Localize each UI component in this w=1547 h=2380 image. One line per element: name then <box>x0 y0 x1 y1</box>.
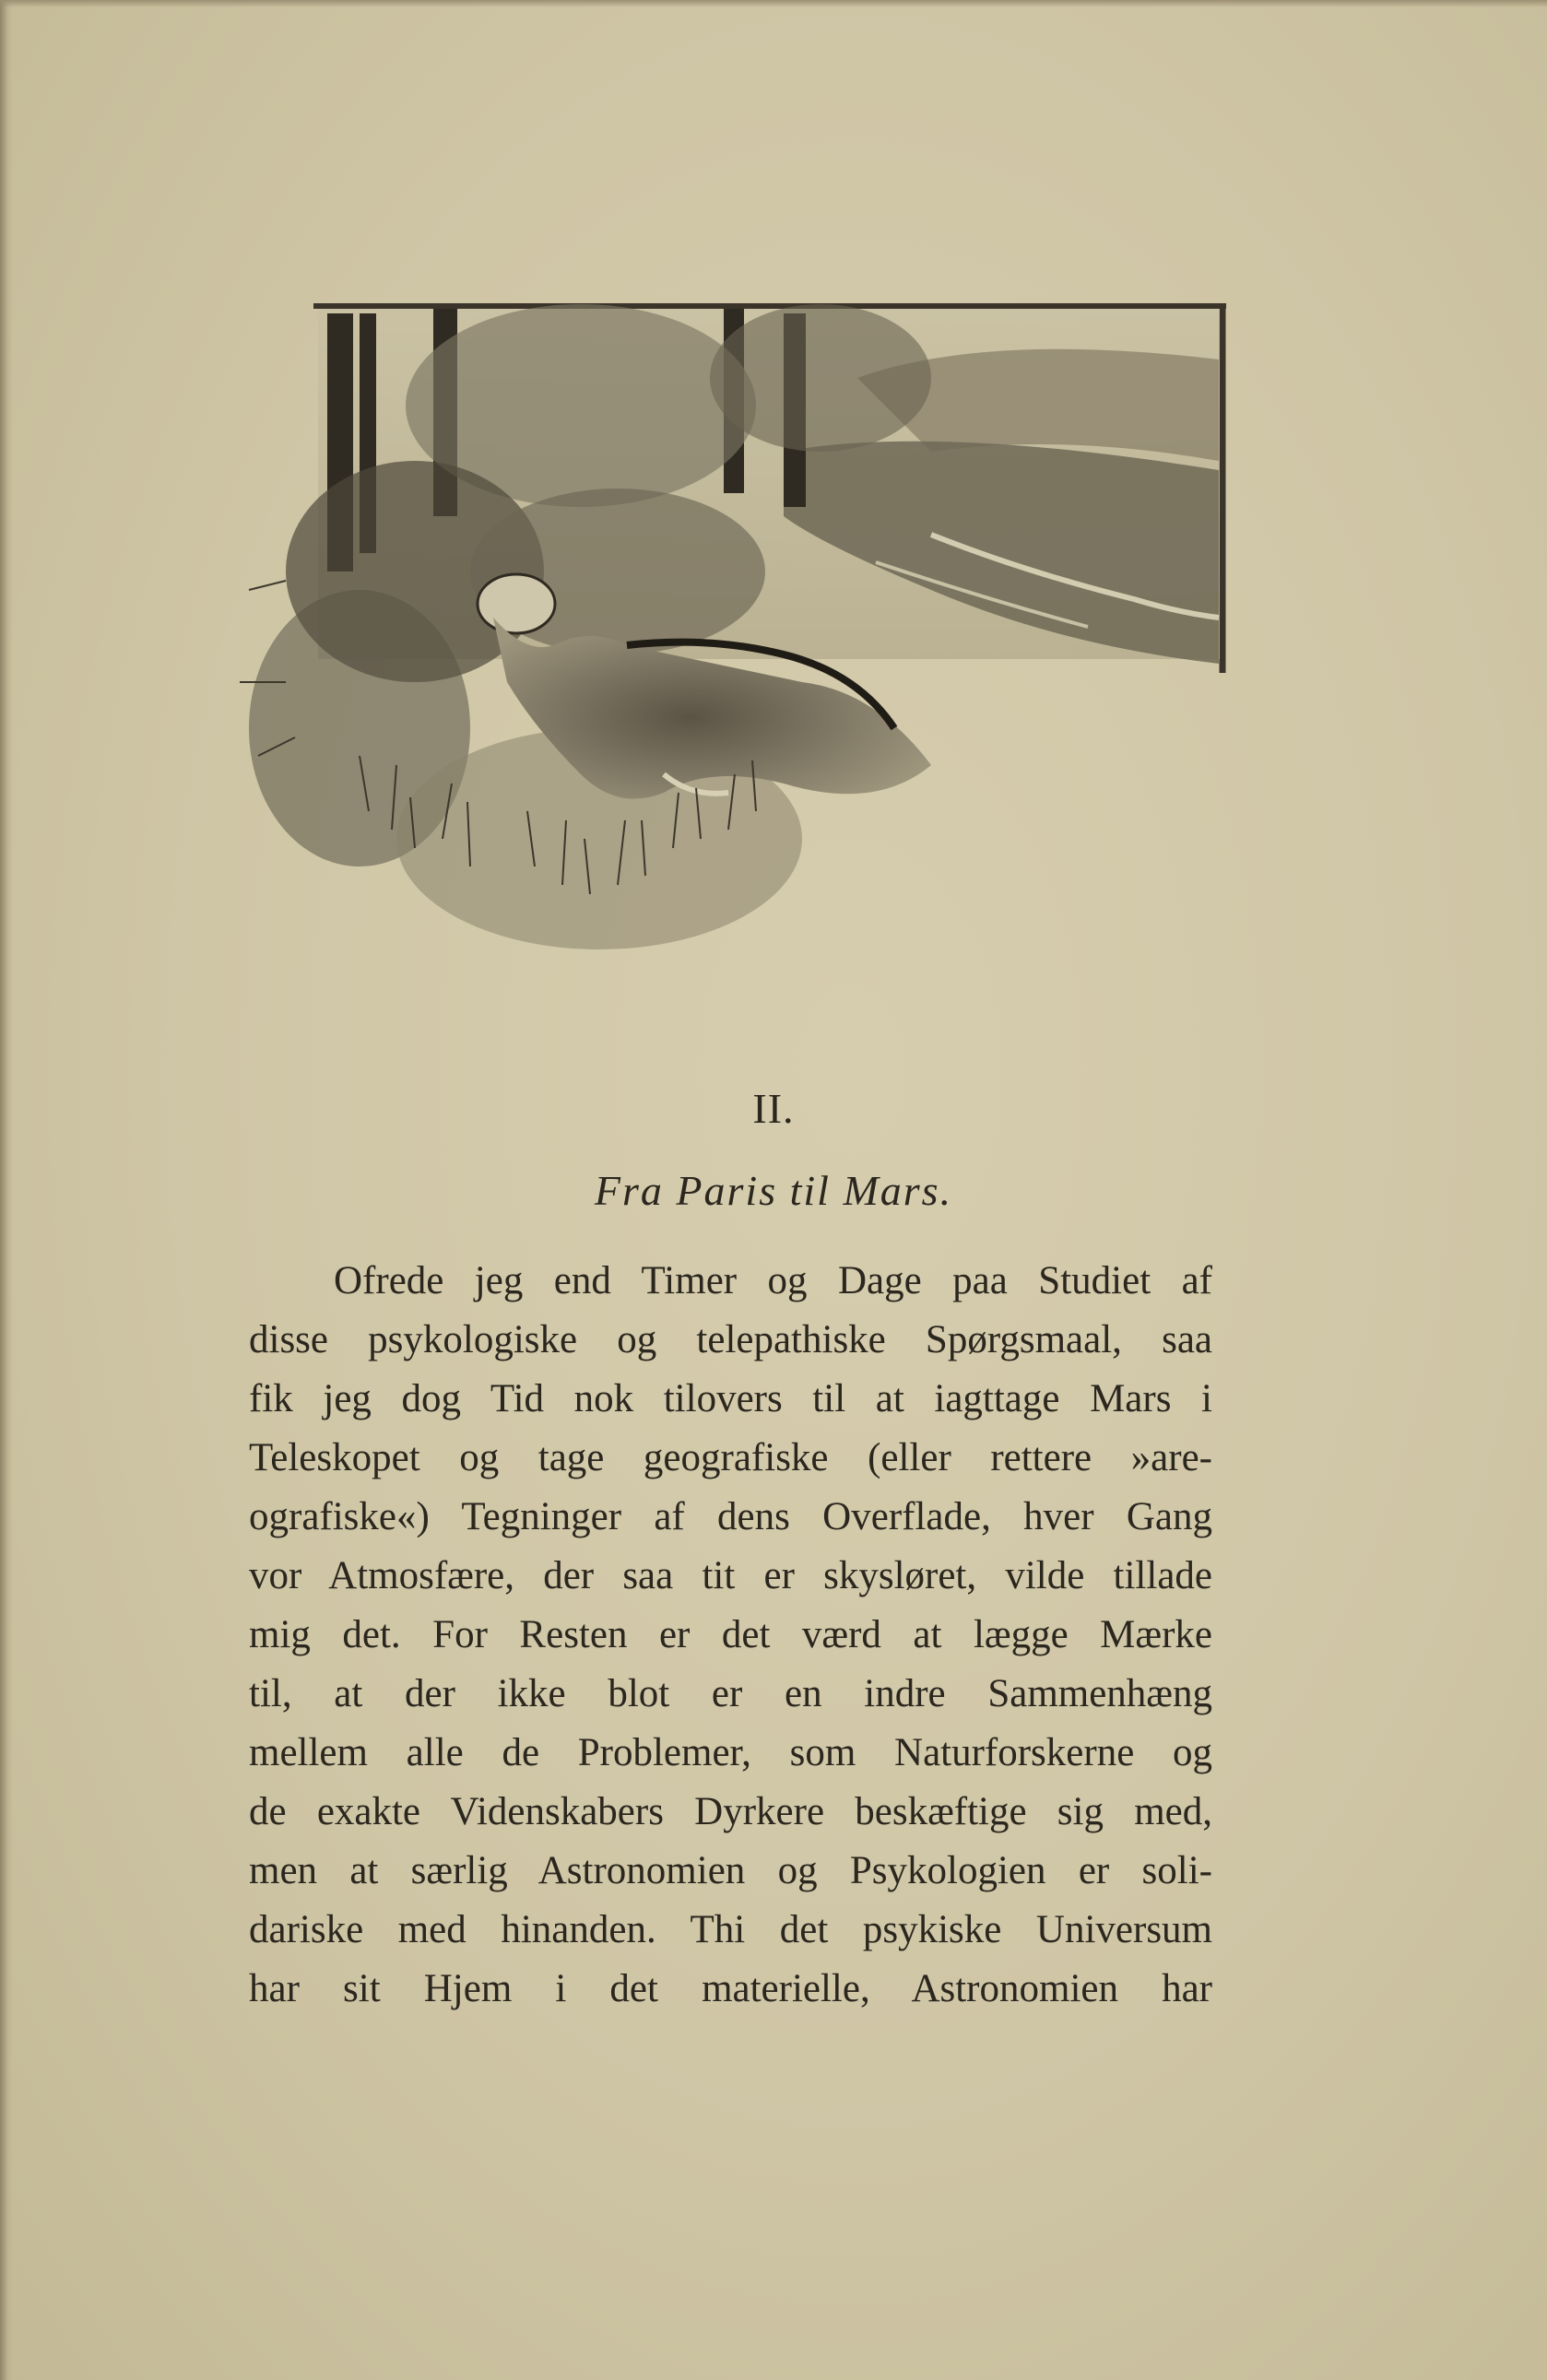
text-line: mellem alle de Problemer, som Naturforskerne og <box>249 1731 1212 1774</box>
chapter-illustration <box>230 295 1235 977</box>
text-line: disse psykologiske og telepathiske Spørgsmaal, saa <box>249 1318 1212 1361</box>
text-line: vor Atmosfære, der saa tit er skysløret, vilde tillade <box>249 1554 1212 1597</box>
text-line: mig det. For Resten er det værd at lægge Mærke <box>249 1613 1212 1656</box>
text-line: men at særlig Astronomien og Psykologien er soli- <box>249 1849 1212 1892</box>
text-line: fik jeg dog Tid nok tilovers til at iagttage Mars i <box>249 1377 1212 1420</box>
page-top-edge <box>0 0 1547 7</box>
chapter-number: II. <box>752 1085 795 1132</box>
text-line: Teleskopet og tage geografiske (eller rettere »are- <box>249 1436 1212 1479</box>
text-line: Ofrede jeg end Timer og Dage paa Studiet af <box>334 1259 1212 1302</box>
text-line: dariske med hinanden. Thi det psykiske Universum <box>249 1908 1212 1951</box>
chapter-title: Fra Paris til Mars. <box>594 1167 953 1214</box>
text-line: ografiske«) Tegninger af dens Overflade, hver Gang <box>249 1495 1212 1538</box>
text-line: til, at der ikke blot er en indre Sammenhæng <box>249 1672 1212 1715</box>
body-text <box>249 1252 1212 2019</box>
text-line: de exakte Videnskabers Dyrkere beskæftige sig med, <box>249 1790 1212 1833</box>
text-line: har sit Hjem i det materielle, Astronomien har <box>249 1967 1212 2010</box>
